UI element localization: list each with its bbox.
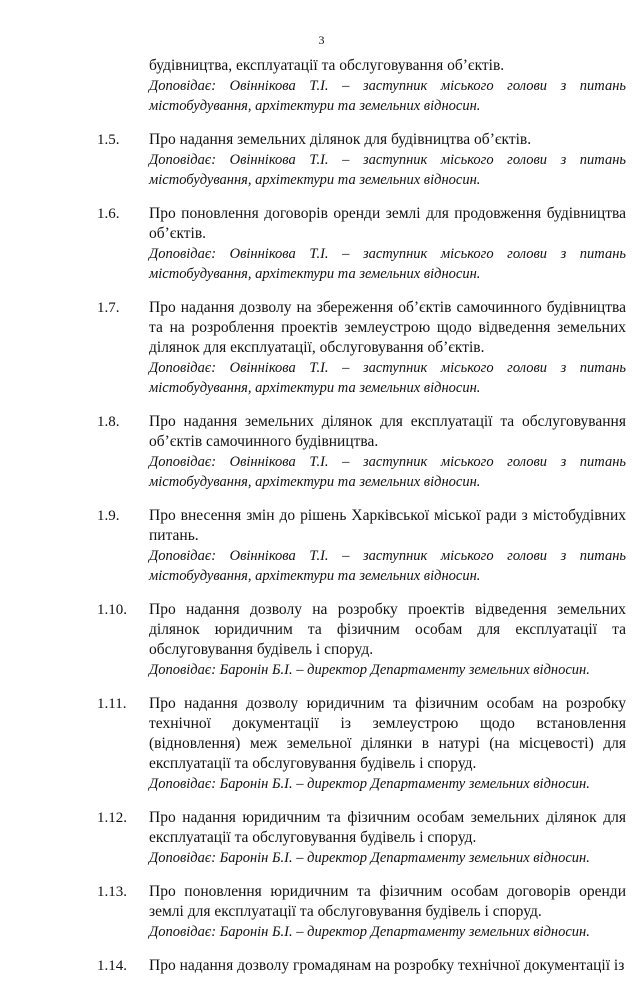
agenda-item	[0, 506, 643, 586]
item-speaker: Доповідає: Овіннікова Т.І. – заступник міського голови з питань містобудування, архітектури та земельних відносин.	[149, 360, 626, 396]
item-speaker: Доповідає: Баронін Б.І. – директор Департаменту земельних відносин.	[149, 776, 590, 792]
item-body	[149, 56, 626, 116]
item-speaker: Доповідає: Баронін Б.І. – директор Департаменту земельних відносин.	[149, 924, 590, 940]
agenda-item	[0, 130, 643, 190]
item-title: будівництва, експлуатації та обслуговування об’єктів.	[149, 57, 505, 74]
item-body	[149, 506, 626, 586]
agenda-item	[0, 298, 643, 398]
item-speaker: Доповідає: Овіннікова Т.І. – заступник міського голови з питань містобудування, архітектури та земельних відносин.	[149, 548, 626, 584]
item-body	[149, 808, 626, 868]
item-title: Про поновлення договорів оренди землі для продовження будівництва об’єктів.	[149, 205, 626, 242]
agenda-item	[0, 204, 643, 284]
item-body	[149, 412, 626, 492]
item-number: 1.6.	[97, 206, 120, 222]
item-title: Про надання дозволу громадянам на розробку технічної документації із	[149, 957, 625, 974]
item-number: 1.8.	[97, 414, 120, 430]
item-body	[149, 204, 626, 284]
item-title: Про надання земельних ділянок для експлуатації та обслуговування об’єктів самочинного будівництва.	[149, 413, 626, 450]
item-number: 1.14.	[97, 958, 127, 974]
item-body	[149, 882, 626, 942]
item-number: 1.10.	[97, 602, 127, 618]
item-title: Про надання дозволу на збереження об’єктів самочинного будівництва та на розроблення проектів землеустрою щодо відведення земельних ділянок для експлуатації, обслуговування об’єктів.	[149, 299, 626, 356]
item-body	[149, 130, 626, 190]
item-number: 1.13.	[97, 884, 127, 900]
item-number: 1.9.	[97, 508, 120, 524]
agenda-item	[0, 956, 643, 976]
agenda-item	[0, 808, 643, 868]
item-number: 1.11.	[97, 696, 127, 712]
item-speaker: Доповідає: Баронін Б.І. – директор Департаменту земельних відносин.	[149, 850, 590, 866]
item-title: Про поновлення юридичним та фізичним особам договорів оренди землі для експлуатації та обслуговування будівель і споруд.	[149, 883, 626, 920]
item-speaker: Доповідає: Овіннікова Т.І. – заступник міського голови з питань містобудування, архітектури та земельних відносин.	[149, 78, 626, 114]
agenda-item	[0, 412, 643, 492]
page-number: 3	[318, 33, 325, 47]
item-number: 1.12.	[97, 810, 127, 826]
item-title: Про надання дозволу на розробку проектів відведення земельних ділянок юридичним та фізичним особам для експлуатації та обслуговування будівель і споруд.	[149, 601, 626, 658]
item-title: Про надання земельних ділянок для будівництва об’єктів.	[149, 131, 532, 148]
item-body	[149, 694, 626, 794]
agenda-item	[0, 600, 643, 680]
item-title: Про внесення змін до рішень Харківської міської ради з містобудівних питань.	[149, 507, 626, 544]
item-title: Про надання юридичним та фізичним особам земельних ділянок для експлуатації та обслуговування будівель і споруд.	[149, 809, 626, 846]
item-speaker: Доповідає: Баронін Б.І. – директор Департаменту земельних відносин.	[149, 662, 590, 678]
item-body	[149, 956, 626, 976]
item-number: 1.7.	[97, 300, 120, 316]
item-speaker: Доповідає: Овіннікова Т.І. – заступник міського голови з питань містобудування, архітектури та земельних відносин.	[149, 454, 626, 490]
item-body	[149, 298, 626, 398]
agenda-item	[0, 882, 643, 942]
agenda-list	[0, 56, 643, 990]
item-title: Про надання дозволу юридичним та фізичним особам на розробку технічної документації із землеустрою щодо встановлення (відновлення) меж земельної ділянки в натурі (на місцевості) для експлуатації та обслуговування будівель і споруд.	[149, 695, 626, 772]
item-speaker: Доповідає: Овіннікова Т.І. – заступник міського голови з питань містобудування, архітектури та земельних відносин.	[149, 152, 626, 188]
agenda-item	[0, 694, 643, 794]
item-speaker: Доповідає: Овіннікова Т.І. – заступник міського голови з питань містобудування, архітектури та земельних відносин.	[149, 246, 626, 282]
item-number: 1.5.	[97, 132, 120, 148]
item-body	[149, 600, 626, 680]
agenda-item	[0, 56, 643, 116]
